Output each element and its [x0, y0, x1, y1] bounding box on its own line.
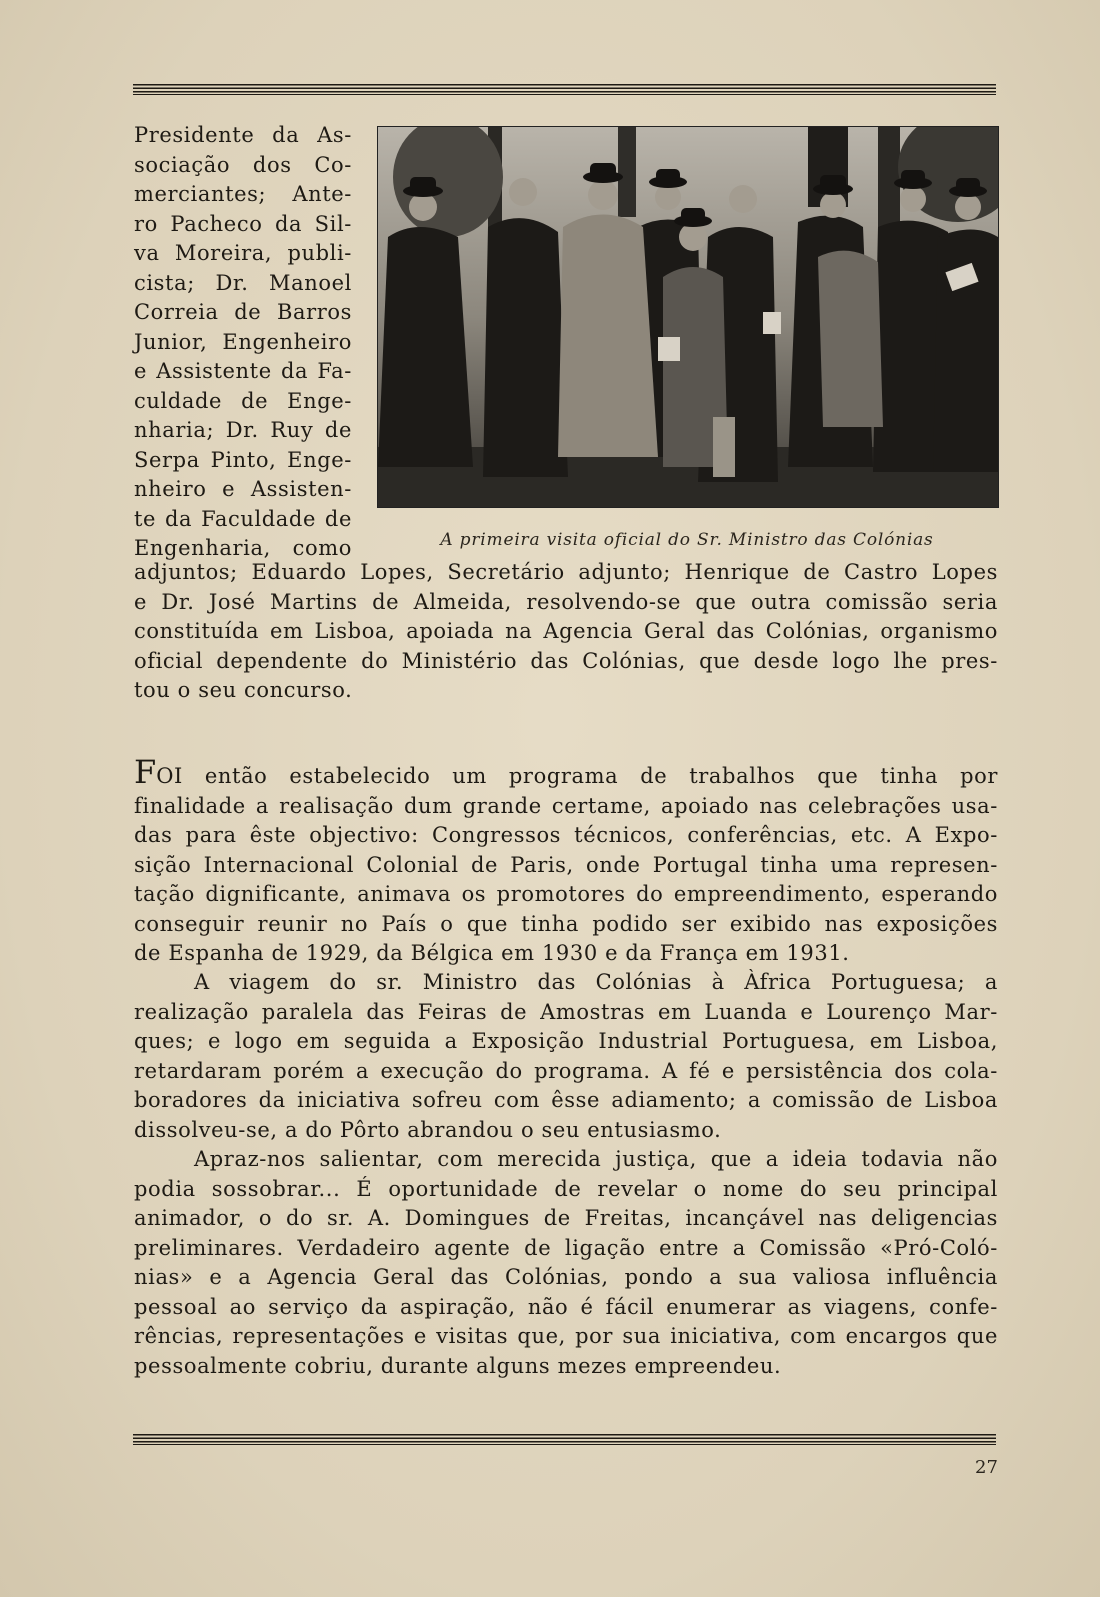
text-line: das para êste objectivo: Congressos técnicos, conferências, etc. A Expo-	[134, 823, 998, 847]
text-line: te da Faculdade de	[134, 506, 352, 531]
page-number: 27	[975, 1457, 998, 1478]
text-line: boradores da iniciativa sofreu com êsse adiamento; a comissão de Lisboa	[134, 1088, 998, 1112]
text-line: pessoal ao serviço da aspiração, não é fácil enumerar as viagens, confe-	[134, 1294, 998, 1319]
text-line: dissolveu-se, a do Pôrto abrandou o seu entusiasmo.	[134, 1117, 722, 1142]
left-column-text	[134, 121, 352, 564]
top-rule	[133, 84, 996, 95]
text-line: finalidade a realisação dum grande certame, apoiado nas celebrações usa-	[134, 793, 998, 818]
text-line: realização paralela das Feiras de Amostras em Luanda e Lourenço Mar-	[134, 999, 998, 1024]
text-line: sociação dos Co-	[134, 152, 352, 177]
text-line: podia sossobrar... É oportunidade de revelar o nome do seu principal	[134, 1176, 998, 1201]
text-line: animador, o do sr. A. Domingues de Freitas, incançável nas deligencias	[134, 1206, 998, 1230]
text-line: sição Internacional Colonial de Paris, onde Portugal tinha uma represen-	[134, 852, 998, 877]
text-line: rências, representações e visitas que, por sua iniciativa, com encargos que	[134, 1324, 998, 1348]
paragraph-3	[134, 968, 998, 1145]
text-line: constituída em Lisboa, apoiada na Agencia Geral das Colónias, organismo	[134, 619, 998, 643]
text-line: e Assistente da Fa-	[134, 359, 352, 383]
text-line-first	[134, 753, 998, 792]
text-line: tação dignificante, animava os promotores do empreendimento, esperando	[134, 882, 998, 906]
paragraph-1	[134, 558, 998, 706]
text-line: adjuntos; Eduardo Lopes, Secretário adjunto; Henrique de Castro Lopes	[134, 560, 998, 584]
text-line: Serpa Pinto, Enge-	[134, 447, 352, 472]
text-line: nheiro e Assisten-	[134, 477, 352, 501]
text-line: nharia; Dr. Ruy de	[134, 418, 352, 442]
group-photograph	[377, 126, 999, 508]
text-line: cista; Dr. Manoel	[134, 270, 352, 295]
text-line: oficial dependente do Ministério das Colónias, que desde logo lhe pres-	[134, 648, 998, 673]
photograph-image	[378, 127, 998, 507]
text-line: nias» e a Agencia Geral das Colónias, pondo a sua valiosa influência	[134, 1265, 998, 1289]
drop-cap: F	[134, 753, 157, 791]
text-line: retardaram porém a execução do programa. A fé e persistência dos cola-	[134, 1058, 998, 1083]
text-line: preliminares. Verdadeiro agente de ligação entre a Comissão «Pró-Coló-	[134, 1235, 998, 1260]
text-line: pessoalmente cobriu, durante alguns mezes empreendeu.	[134, 1353, 782, 1378]
text-line-rest: OI então estabelecido um programa de trabalhos que tinha por	[156, 764, 998, 788]
text-line: culdade de Enge-	[134, 388, 352, 413]
text-line: ro Pacheco da Sil-	[134, 211, 352, 236]
text-line: Correia de Barros	[134, 300, 352, 324]
text-line: tou o seu concurso.	[134, 678, 353, 702]
bottom-rule	[133, 1434, 996, 1445]
text-line: Apraz-nos salientar, com merecida justiça, que a ideia todavia não	[194, 1147, 998, 1171]
text-line: de Espanha de 1929, da Bélgica em 1930 e da França em 1931.	[134, 941, 850, 965]
text-line: A viagem do sr. Ministro das Colónias à Àfrica Portuguesa; a	[194, 970, 998, 994]
photo-caption: A primeira visita oficial do Sr. Ministro das Colónias	[440, 530, 934, 550]
paragraph-4	[134, 1145, 998, 1381]
text-line: conseguir reunir no País o que tinha podido ser exibido nas exposições	[134, 911, 998, 936]
text-line: merciantes; Ante-	[134, 182, 352, 206]
paragraph-2	[134, 753, 998, 969]
text-line: Engenharia, como	[134, 536, 352, 560]
text-line: va Moreira, publi-	[134, 241, 352, 265]
text-line: e Dr. José Martins de Almeida, resolvendo-se que outra comissão seria	[134, 589, 998, 614]
text-line: ques; e logo em seguida a Exposição Industrial Portuguesa, em Lisboa,	[134, 1029, 998, 1053]
text-line: Junior, Engenheiro	[134, 329, 352, 354]
text-line: Presidente da As-	[134, 123, 352, 147]
